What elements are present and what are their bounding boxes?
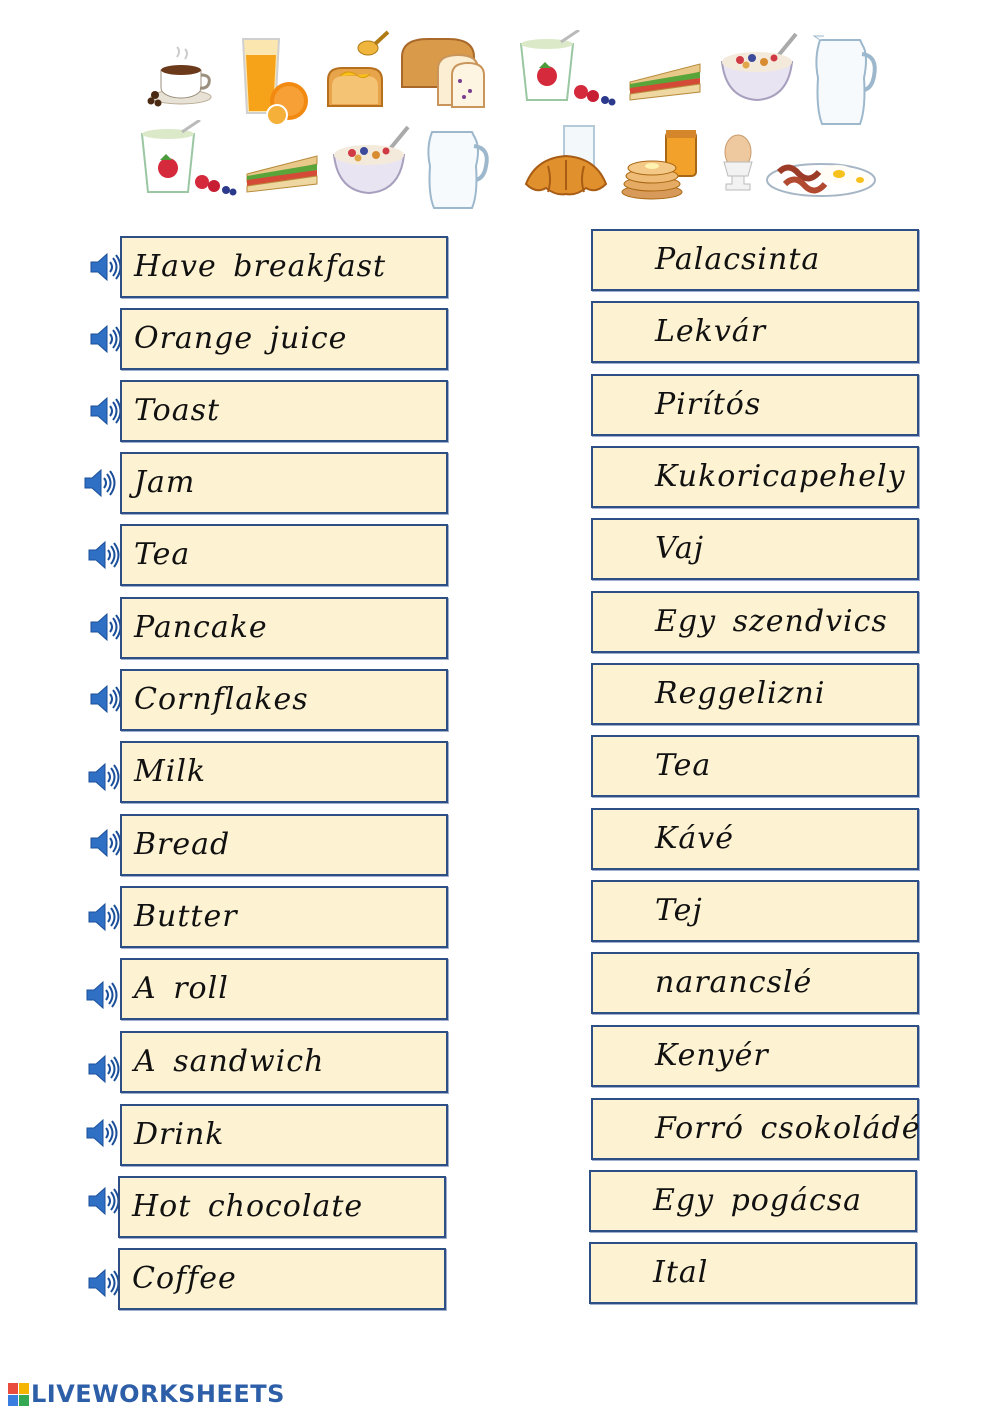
- word-card-have-breakfast[interactable]: [120, 236, 448, 298]
- sandwich-icon: [626, 58, 704, 102]
- speaker-icon[interactable]: [88, 610, 122, 644]
- speaker-icon[interactable]: [86, 900, 120, 934]
- word-label: Forró csokoládé: [655, 1111, 921, 1146]
- food-pictures-strip: [0, 0, 1000, 215]
- milk-jug-icon: [810, 30, 882, 130]
- word-label: Pancake: [134, 610, 268, 645]
- word-label: Drink: [134, 1117, 225, 1152]
- word-label: Have breakfast: [134, 249, 387, 284]
- pancakes-icon: [618, 128, 704, 200]
- word-label: Milk: [134, 754, 207, 789]
- word-label: Tea: [655, 748, 712, 783]
- answer-card-kave[interactable]: [591, 808, 919, 870]
- word-label: Lekvár: [655, 314, 767, 349]
- word-card-hot-chocolate[interactable]: [118, 1176, 446, 1238]
- word-label: Coffee: [132, 1261, 237, 1296]
- word-label: Egy pogácsa: [653, 1183, 863, 1218]
- milk-jug-icon: [422, 122, 494, 212]
- word-label: Toast: [134, 393, 221, 428]
- bread-loaf-icon: [398, 35, 486, 110]
- speaker-icon[interactable]: [88, 682, 122, 716]
- answer-card-tea[interactable]: [591, 735, 919, 797]
- yogurt-icon: [138, 120, 238, 200]
- logo-text: LIVEWORKSHEETS: [31, 1380, 285, 1408]
- word-label: Tej: [655, 893, 703, 928]
- answer-card-egy-pogacsa[interactable]: [589, 1170, 917, 1232]
- word-label: Hot chocolate: [132, 1189, 364, 1224]
- word-card-cornflakes[interactable]: [120, 669, 448, 731]
- word-card-butter[interactable]: [120, 886, 448, 948]
- answer-card-piritos[interactable]: [591, 374, 919, 436]
- answer-card-narancsle[interactable]: [591, 952, 919, 1014]
- word-label: Palacsinta: [655, 242, 821, 277]
- speaker-icon[interactable]: [86, 1184, 120, 1218]
- yogurt-icon: [517, 30, 617, 110]
- word-card-tea[interactable]: [120, 524, 448, 586]
- word-label: Ital: [653, 1255, 709, 1290]
- word-card-coffee[interactable]: [118, 1248, 446, 1310]
- word-label: Reggelizni: [655, 676, 826, 711]
- word-label: A roll: [134, 971, 229, 1006]
- word-card-jam[interactable]: [120, 452, 448, 514]
- cereal-bowl-icon: [330, 125, 412, 200]
- speaker-icon[interactable]: [88, 250, 122, 284]
- word-label: Egy szendvics: [655, 604, 888, 639]
- boiled-egg-icon: [718, 132, 758, 194]
- word-label: Kukoricapehely: [655, 459, 906, 494]
- answer-card-kukoricapehely[interactable]: [591, 446, 919, 508]
- orange-juice-icon: [235, 35, 315, 125]
- speaker-icon[interactable]: [88, 826, 122, 860]
- word-card-a-sandwich[interactable]: [120, 1031, 448, 1093]
- croissant-icon: [522, 122, 612, 202]
- sandwich-icon: [243, 150, 321, 194]
- answer-card-tej[interactable]: [591, 880, 919, 942]
- answer-card-lekvar[interactable]: [591, 301, 919, 363]
- word-card-pancake[interactable]: [120, 597, 448, 659]
- answer-card-forro-csokolade[interactable]: [591, 1098, 919, 1160]
- word-label: Cornflakes: [134, 682, 309, 717]
- word-label: Kávé: [655, 821, 734, 856]
- answer-card-vaj[interactable]: [591, 518, 919, 580]
- word-label: Bread: [134, 827, 231, 862]
- speaker-icon[interactable]: [84, 1116, 118, 1150]
- word-label: Kenyér: [655, 1038, 769, 1073]
- logo-mark-icon: [8, 1383, 29, 1406]
- cereal-bowl-icon: [718, 32, 800, 107]
- speaker-icon[interactable]: [86, 760, 120, 794]
- word-card-a-roll[interactable]: [120, 958, 448, 1020]
- word-label: narancslé: [655, 965, 813, 1000]
- answer-card-kenyer[interactable]: [591, 1025, 919, 1087]
- answer-card-reggelizni[interactable]: [591, 663, 919, 725]
- word-label: Vaj: [655, 531, 705, 566]
- word-label: Jam: [134, 465, 196, 500]
- answer-card-egy-szendvics[interactable]: [591, 591, 919, 653]
- speaker-icon[interactable]: [86, 1266, 120, 1300]
- word-label: A sandwich: [134, 1044, 325, 1079]
- coffee-cup-icon: [145, 45, 215, 110]
- speaker-icon[interactable]: [86, 538, 120, 572]
- liveworksheets-logo[interactable]: [8, 1380, 285, 1408]
- word-label: Pirítós: [655, 387, 762, 422]
- word-card-orange-juice[interactable]: [120, 308, 448, 370]
- toast-with-honey-icon: [320, 30, 390, 115]
- speaker-icon[interactable]: [86, 1052, 120, 1086]
- word-card-toast[interactable]: [120, 380, 448, 442]
- word-card-bread[interactable]: [120, 814, 448, 876]
- speaker-icon[interactable]: [82, 466, 116, 500]
- word-card-drink[interactable]: [120, 1104, 448, 1166]
- speaker-icon[interactable]: [88, 322, 122, 356]
- word-label: Butter: [134, 899, 238, 934]
- speaker-icon[interactable]: [84, 978, 118, 1012]
- bacon-and-eggs-icon: [765, 150, 877, 198]
- answer-card-ital[interactable]: [589, 1242, 917, 1304]
- speaker-icon[interactable]: [88, 394, 122, 428]
- word-label: Tea: [134, 537, 191, 572]
- word-label: Orange juice: [134, 321, 348, 356]
- word-card-milk[interactable]: [120, 741, 448, 803]
- answer-card-palacsinta[interactable]: [591, 229, 919, 291]
